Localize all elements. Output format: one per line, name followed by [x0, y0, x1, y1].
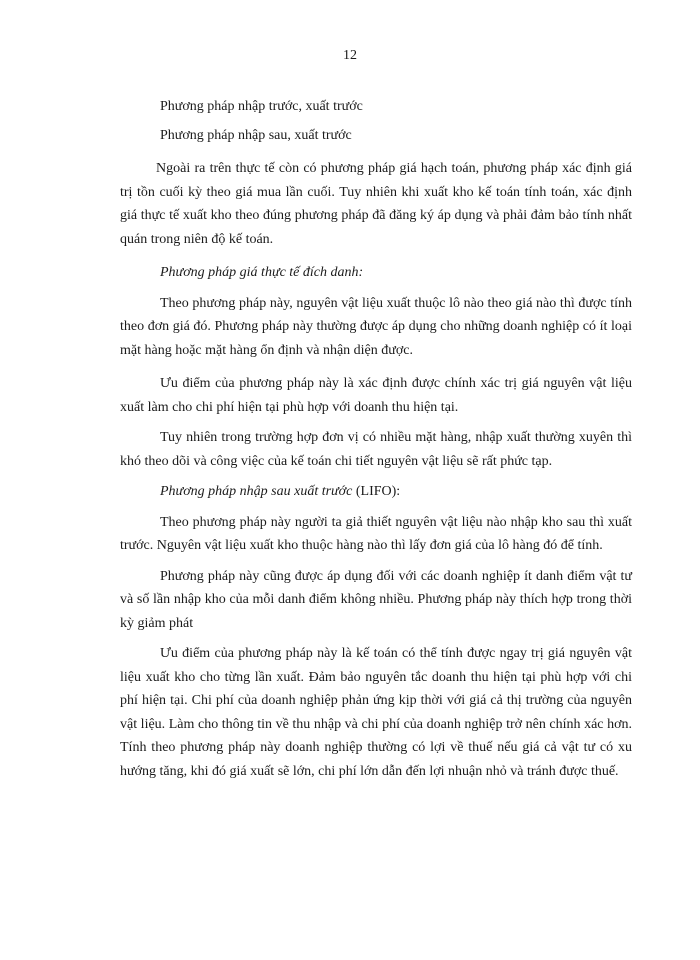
lifo-heading: [120, 480, 632, 504]
specific-identification-paragraph-1: Theo phương pháp này, nguyên vật liệu xuất thuộc lô nào theo giá nào thì được tính theo đơn giá đó. Phương pháp này thường được áp dụng cho những doanh nghiệp có ít loại mặt hàng hoặc mặt hàng ổn định và nhận diện được.: [120, 295, 632, 358]
specific-identification-paragraph-2: Ưu điểm của phương pháp này là xác định được chính xác trị giá nguyên vật liệu xuất làm cho chi phí hiện tại phù hợp với doanh thu hiện tại.: [120, 376, 632, 415]
page-number: 12: [343, 48, 357, 63]
lifo-heading-title: Phương pháp nhập sau xuất trước: [160, 484, 353, 499]
document-body: [120, 95, 632, 790]
lifo-paragraph-1: Theo phương pháp này người ta giả thiết nguyên vật liệu nào nhập kho sau thì xuất trước. Nguyên vật liệu xuất kho thuộc hàng nào thì lấy đơn giá của lô hàng đó để tính.: [120, 514, 632, 553]
specific-identification-heading: Phương pháp giá thực tế đích danh:: [160, 265, 364, 280]
method-item-lifo: Phương pháp nhập sau, xuất trước: [160, 127, 352, 143]
specific-identification-paragraph-3: Tuy nhiên trong trường hợp đơn vị có nhiều mặt hàng, nhập xuất thường xuyên thì khó theo dõi và công việc của kế toán chi tiết nguyên vật liệu sẽ rất phức tạp.: [120, 430, 632, 469]
intro-paragraph: Ngoài ra trên thực tế còn có phương pháp giá hạch toán, phương pháp xác định giá trị tồn cuối kỳ theo giá mua lần cuối. Tuy nhiên khi xuất kho kế toán tính toán, xác định giá thực tế xuất kho theo đúng phương pháp đã đăng ký áp dụng và phải đảm bảo tính nhất quán trong niên độ kế toán.: [120, 161, 632, 247]
lifo-paragraph-3: Ưu điểm của phương pháp này là kế toán có thể tính được ngay trị giá nguyên vật liệu xuất kho cho từng lần xuất. Đảm bảo nguyên tắc doanh thu hiện tại phù hợp với chi phí hiện tại. Chi phí của doanh nghiệp phản ứng kịp thời với giá cả thị trường của nguyên vật liệu. Làm cho thông tin về thu nhập và chi phí của doanh nghiệp trở nên chính xác hơn. Tính theo phương pháp này doanh nghiệp thường có lợi về thuế nếu giá cả vật tư có xu hướng tăng, khi đó giá xuất sẽ lớn, chi phí lớn dẫn đến lợi nhuận nhỏ và tránh được thuế.: [120, 646, 632, 779]
lifo-heading-suffix: (LIFO):: [352, 484, 401, 499]
lifo-paragraph-2: Phương pháp này cũng được áp dụng đối với các doanh nghiệp ít danh điểm vật tư và số lần nhập kho của mỗi danh điểm không nhiều. Phương pháp này thích hợp trong thời kỳ giảm phát: [120, 568, 632, 631]
method-item-fifo: Phương pháp nhập trước, xuất trước: [160, 99, 363, 114]
